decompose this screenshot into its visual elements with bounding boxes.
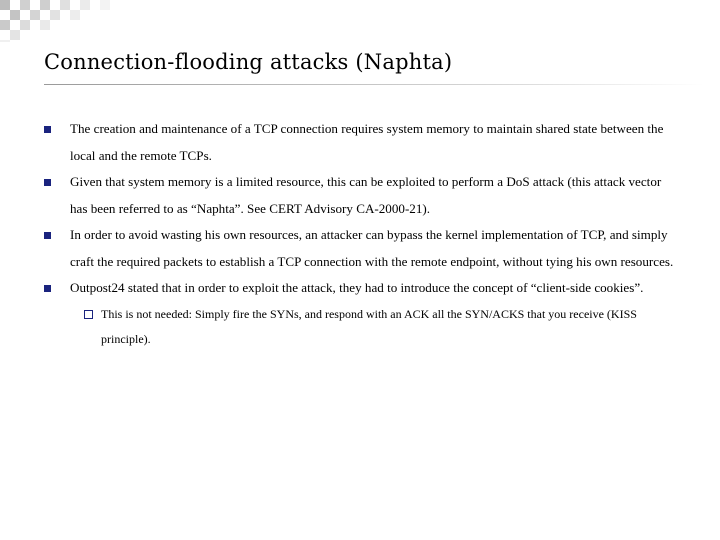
bullet-item (44, 116, 674, 169)
bullet-item (44, 169, 674, 222)
title-divider (44, 84, 704, 85)
square-bullet-icon (44, 285, 51, 292)
checker-decoration (0, 0, 720, 42)
square-bullet-icon (44, 232, 51, 239)
square-bullet-icon (44, 179, 51, 186)
bullet-item (44, 222, 674, 275)
bullet-list (44, 116, 674, 352)
bullet-text: Outpost24 stated that in order to exploit the attack, they had to introduce the concept of “client-side cookies”. (70, 280, 644, 295)
square-bullet-icon (44, 126, 51, 133)
sub-bullet-text: This is not needed: Simply fire the SYNs, and respond with an ACK all the SYN/ACKS that you receive (KISS principle). (101, 306, 637, 346)
bullet-text: In order to avoid wasting his own resources, an attacker can bypass the kernel implementation of TCP, and simply craft the required packets to establish a TCP connection with the remote endpoint, without tying his own resources. (70, 227, 674, 269)
hollow-square-bullet-icon (84, 310, 93, 319)
slide-title: Connection-flooding attacks (Naphta) (44, 50, 453, 74)
sub-bullet-list (70, 302, 674, 352)
bullet-text: Given that system memory is a limited resource, this can be exploited to perform a DoS attack (this attack vector has been referred to as “Naphta”. See CERT Advisory CA-2000-21). (70, 174, 662, 216)
sub-bullet-item (70, 302, 674, 352)
bullet-item (44, 275, 674, 352)
bullet-text: The creation and maintenance of a TCP connection requires system memory to maintain shared state between the local and the remote TCPs. (70, 121, 664, 163)
